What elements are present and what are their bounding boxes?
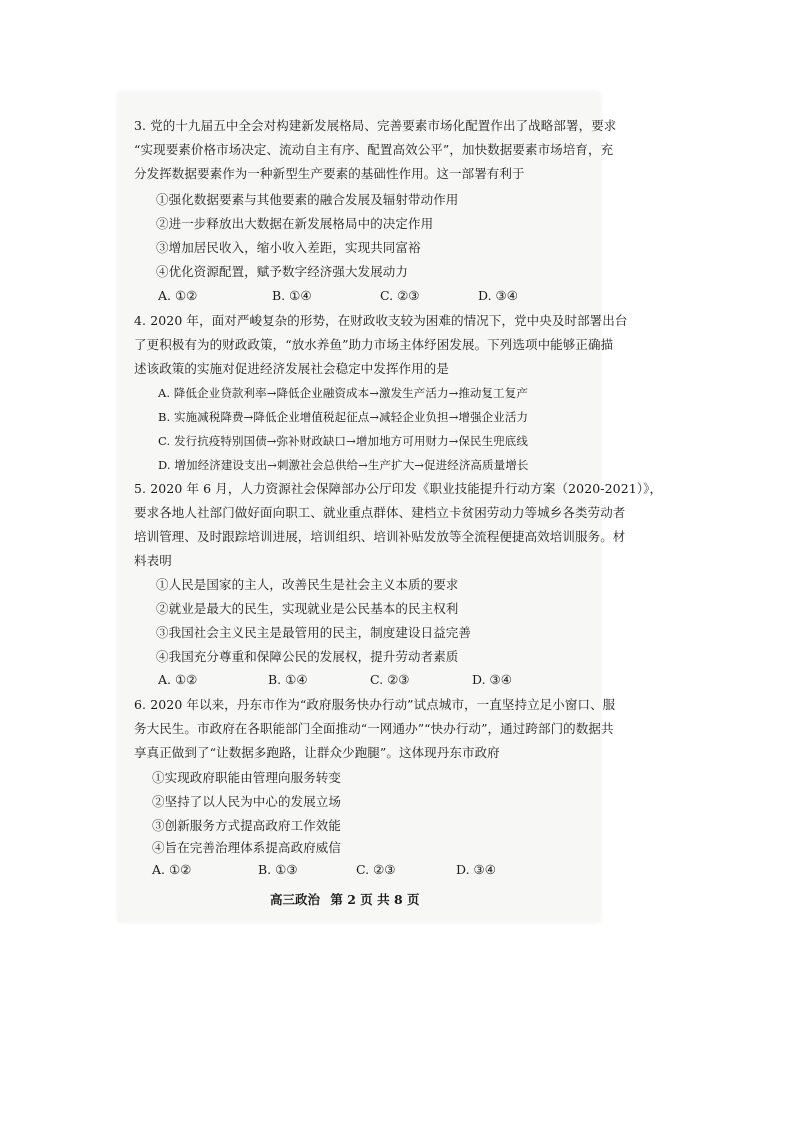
q6-item-4: ④旨在完善治理体系提高政府威信 bbox=[152, 840, 342, 855]
q4-option-c: C. 发行抗疫特别国债→弥补财政缺口→增加地方可用财力→保民生兜底线 bbox=[158, 434, 529, 448]
footer-page-number: 第 2 页 共 8 页 bbox=[330, 892, 420, 907]
q4-option-a: A. 降低企业贷款利率→降低企业融资成本→激发生产活力→推动复工复产 bbox=[158, 386, 528, 400]
q5-item-2: ②就业是最大的民生，实现就业是公民基本的民主权利 bbox=[156, 601, 459, 616]
q4-option-d: D. 增加经济建设支出→刺激社会总供给→生产扩大→促进经济高质量增长 bbox=[158, 458, 529, 472]
q6-stem-line-3: 享真正做到了“让数据多跑路，让群众少跑腿”。这体现丹东市政府 bbox=[134, 745, 500, 760]
q5-stem-line-4: 料表明 bbox=[134, 553, 172, 568]
q5-option-c: C. ②③ bbox=[370, 672, 410, 687]
q5-option-b: B. ①④ bbox=[268, 672, 308, 687]
q5-item-4: ④我国充分尊重和保障公民的发展权，提升劳动者素质 bbox=[156, 649, 459, 664]
q5-stem-line-3: 培训管理、及时跟踪培训进展，培训组织、培训补贴发放等全流程便捷高效培训服务。材 bbox=[134, 529, 626, 544]
q5-stem-line-2: 要求各地人社部门做好面向职工、就业重点群体、建档立卡贫困劳动力等城乡各类劳动者 bbox=[134, 505, 626, 520]
q3-stem-line-1: 3. 党的十九届五中全会对构建新发展格局、完善要素市场化配置作出了战略部署，要求 bbox=[134, 118, 617, 133]
q5-item-3: ③我国社会主义民主是最管用的民主，制度建设日益完善 bbox=[156, 625, 472, 640]
q3-item-2: ②进一步释放出大数据在新发展格局中的决定作用 bbox=[156, 216, 434, 231]
q6-stem-line-1: 6. 2020 年以来，丹东市作为“政府服务快办行动”试点城市，一直坚持立足小窗口、服 bbox=[134, 697, 616, 712]
q4-stem-line-1: 4. 2020 年，面对严峻复杂的形势，在财政收支较为困难的情况下，党中央及时部署出台 bbox=[134, 313, 628, 328]
q3-item-3: ③增加居民收入，缩小收入差距，实现共同富裕 bbox=[156, 240, 421, 255]
q4-stem-line-2: 了更积极有为的财政政策，“放水养鱼”助力市场主体纾困发展。下列选项中能够正确描 bbox=[134, 337, 614, 352]
q3-item-1: ①强化数据要素与其他要素的融合发展及辐射带动作用 bbox=[156, 192, 459, 207]
q6-stem-line-2: 务大民生。市政府在各职能部门全面推动“一网通办”“快办行动”，通过跨部门的数据共 bbox=[134, 721, 614, 736]
q6-item-3: ③创新服务方式提高政府工作效能 bbox=[152, 818, 342, 833]
q3-option-d: D. ③④ bbox=[478, 288, 518, 303]
q3-option-b: B. ①④ bbox=[272, 288, 312, 303]
q6-option-a: A. ①② bbox=[152, 862, 192, 877]
q3-stem-line-3: 分发挥数据要素作为一种新型生产要素的基础性作用。这一部署有利于 bbox=[134, 166, 525, 181]
q6-option-b: B. ①③ bbox=[258, 862, 298, 877]
q4-option-b: B. 实施减税降费→降低企业增值税起征点→减轻企业负担→增强企业活力 bbox=[158, 410, 529, 424]
q6-option-d: D. ③④ bbox=[456, 862, 496, 877]
q6-item-2: ②坚持了以人民为中心的发展立场 bbox=[152, 794, 342, 809]
q3-stem-line-2: “实现要素价格市场决定、流动自主有序、配置高效公平”，加快数据要素市场培育，充 bbox=[134, 142, 614, 157]
q6-option-c: C. ②③ bbox=[356, 862, 396, 877]
page-footer bbox=[270, 890, 426, 908]
q6-item-1: ①实现政府职能由管理向服务转变 bbox=[152, 770, 342, 785]
footer-subject: 高三政治 bbox=[270, 892, 321, 907]
q3-option-c: C. ②③ bbox=[380, 288, 420, 303]
q4-stem-line-3: 述该政策的实施对促进经济发展社会稳定中发挥作用的是 bbox=[134, 361, 450, 376]
q3-item-4: ④优化资源配置，赋予数字经济强大发展动力 bbox=[156, 264, 409, 279]
q5-item-1: ①人民是国家的主人，改善民生是社会主义本质的要求 bbox=[156, 577, 459, 592]
q5-option-d: D. ③④ bbox=[472, 672, 512, 687]
q5-stem-line-1: 5. 2020 年 6 月，人力资源社会保障部办公厅印发《职业技能提升行动方案（2020-2021）》， bbox=[134, 481, 663, 496]
q3-option-a: A. ①② bbox=[158, 288, 198, 303]
q5-option-a: A. ①② bbox=[158, 672, 198, 687]
